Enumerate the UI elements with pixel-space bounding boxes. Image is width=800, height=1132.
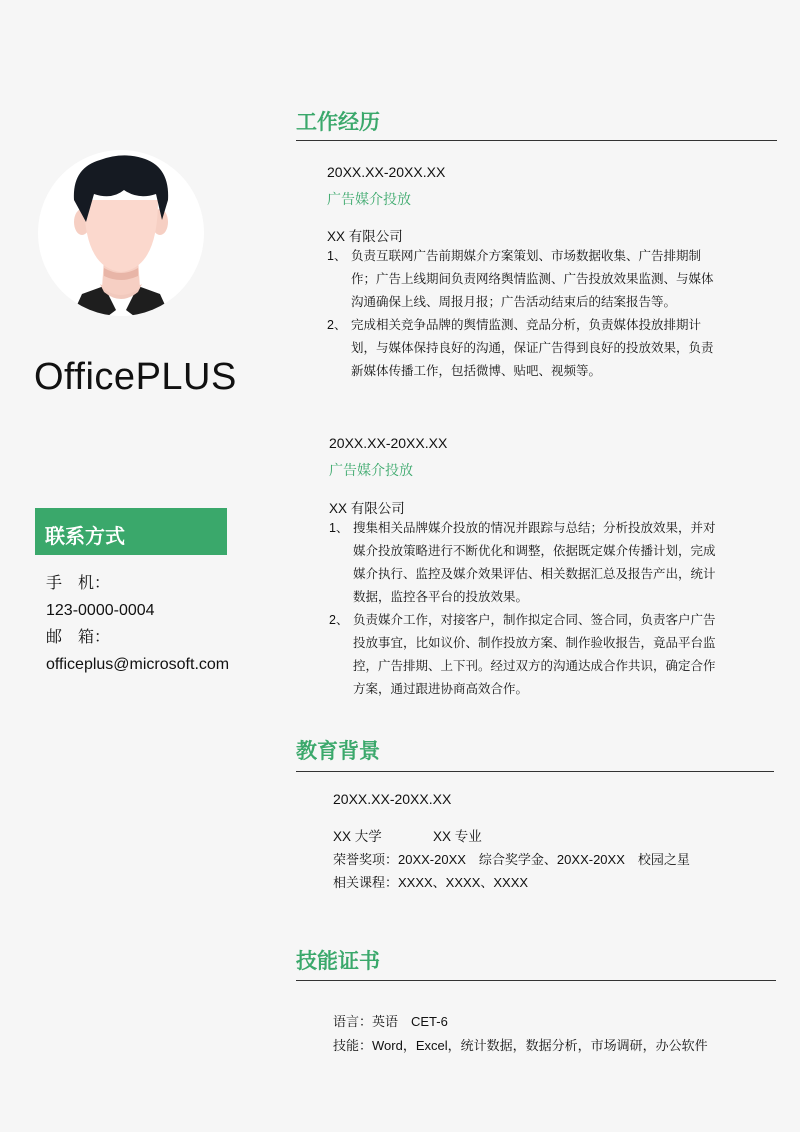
contact-section-header: 联系方式	[35, 508, 227, 555]
education-courses: 相关课程：XXXX、XXXX、XXXX	[333, 875, 529, 890]
skills-abilities: 技能：Word，Excel，统计数据，数据分析，市场调研，办公软件	[333, 1038, 708, 1053]
duty-text: 完成相关竞争品牌的舆情监测、竞品分析，负责媒体投放排期计划，与媒体保持良好的沟通，保证广告得到良好的投放效果，负责新媒体传播工作，包括微博、贴吧、视频等。	[351, 318, 714, 378]
education-major: XX 专业	[433, 829, 482, 844]
skills-language: 语言：英语 CET-6	[333, 1014, 448, 1029]
candidate-name: OfficePLUS	[34, 356, 237, 398]
avatar-illustration-icon	[38, 150, 204, 316]
email-value: officeplus@microsoft.com	[46, 656, 230, 673]
work-entry-1-company: XX 有限公司	[327, 229, 403, 244]
work-entry-1-duties	[327, 245, 719, 383]
duty-text: 搜集相关品牌媒介投放的情况并跟踪与总结；分析投放效果，并对媒介投放策略进行不断优化和调整，依据既定媒介传播计划，完成媒介执行、监控及媒介效果评估、相关数据汇总及报告产出，统计数据，监控各平台的投放效果。	[353, 521, 716, 604]
duty-text: 负责媒介工作，对接客户，制作拟定合同、签合同，负责客户广告投放事宜，比如议价、制作投放方案、制作验收报告，竟品平台监控，广告排期、上下刊。经过双方的沟通达成合作共识，确定合作方案，通过跟进协商高效合作。	[353, 613, 716, 696]
avatar	[38, 150, 204, 316]
duty-number: 1、	[329, 521, 349, 535]
education-date: 20XX.XX-20XX.XX	[333, 791, 452, 807]
duty-item	[329, 517, 721, 609]
duty-number: 2、	[327, 318, 347, 332]
education-awards: 荣誉奖项：20XX-20XX 综合奖学金、20XX-20XX 校园之星	[333, 852, 690, 867]
education-section-divider	[296, 771, 774, 772]
work-entry-2-company: XX 有限公司	[329, 501, 405, 516]
work-entry-1-role: 广告媒介投放	[327, 191, 411, 207]
duty-number: 2、	[329, 613, 349, 627]
phone-label: 手 机：	[46, 575, 111, 592]
duty-text: 负责互联网广告前期媒介方案策划、市场数据收集、广告排期制作；广告上线期间负责网络舆情监测、广告投放效果监测、与媒体沟通确保上线、周报月报；广告活动结束后的结案报告等。	[351, 249, 714, 309]
work-section-divider	[296, 140, 777, 141]
email-label: 邮 箱：	[46, 629, 111, 646]
skills-section-divider	[296, 980, 776, 981]
contact-list	[46, 570, 229, 678]
work-entry-2-duties	[329, 517, 721, 701]
education-school: XX 大学	[333, 829, 382, 844]
work-entry-2-date: 20XX.XX-20XX.XX	[329, 435, 448, 451]
work-section-title: 工作经历	[296, 111, 380, 134]
duty-item	[329, 609, 721, 701]
work-entry-2-role: 广告媒介投放	[329, 462, 413, 478]
duty-item	[327, 314, 719, 383]
duty-number: 1、	[327, 249, 347, 263]
phone-value: 123-0000-0004	[46, 602, 155, 619]
duty-item	[327, 245, 719, 314]
work-entry-1-date: 20XX.XX-20XX.XX	[327, 164, 446, 180]
skills-section-title: 技能证书	[296, 950, 380, 973]
education-section-title: 教育背景	[296, 740, 380, 763]
